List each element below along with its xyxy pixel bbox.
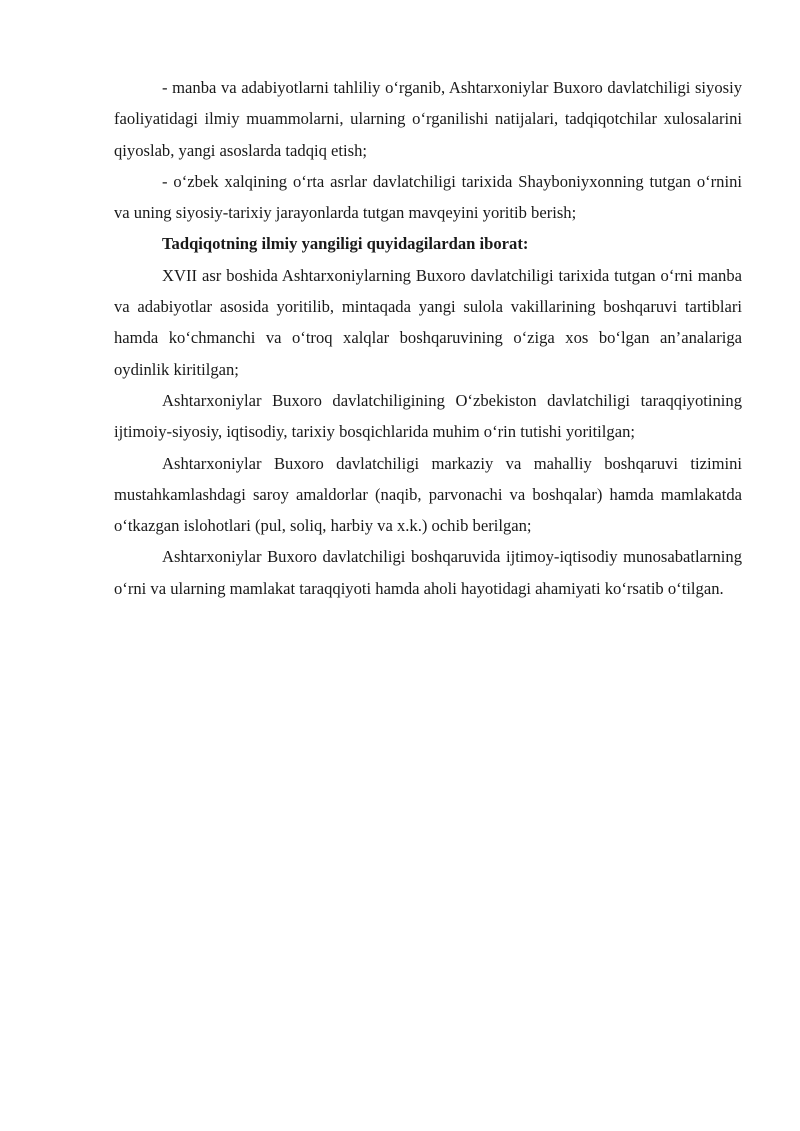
novelty-paragraph-2: Ashtarxoniylar Buxoro davlatchiligining O‘zbekiston davlatchiligi taraqqiyotining ijtimoiy-siyosiy, iqtisodiy, tarixiy bosqichlarida muhim o‘rin tutishi yoritilgan; xyxy=(114,390,742,442)
document-page xyxy=(114,72,742,604)
novelty-paragraph-4: Ashtarxoniylar Buxoro davlatchiligi boshqaruvida ijtimoy-iqtisodiy munosabatlarning o‘rni va ularning mamlakat taraqqiyoti hamda aholi hayotidagi ahamiyati ko‘rsatib o‘tilgan. xyxy=(114,547,742,598)
section-heading: Tadqiqotning ilmiy yangiligi quyidagilardan iborat: xyxy=(162,234,529,254)
task-paragraph-2: - o‘zbek xalqining o‘rta asrlar davlatchiligi tarixida Shayboniyxonning tutgan o‘rnini va uning siyosiy-tarixiy jarayonlarda tutgan mavqeyini yoritib berish; xyxy=(114,171,742,223)
novelty-paragraph-3: Ashtarxoniylar Buxoro davlatchiligi markaziy va mahalliy boshqaruvi tizimini mustahkamlashdagi saroy amaldorlar (naqib, parvonachi va boshqalar) hamda mamlakatda o‘tkazgan islohotlari (pul, soliq, harbiy va x.k.) ochib berilgan; xyxy=(114,453,742,536)
task-paragraph-1: - manba va adabiyotlarni tahliliy o‘rganib, Ashtarxoniylar Buxoro davlatchiligi siyosiy faoliyatidagi ilmiy muammolarni, ularning o‘rganilishi natijalari, tadqiqotchilar xulosalarini qiyoslab, yangi asoslarda tadqiq etish; xyxy=(114,78,742,160)
novelty-paragraph-1: XVII asr boshida Ashtarxoniylarning Buxoro davlatchiligi tarixida tutgan o‘rni manba va adabiyotlar asosida yoritilib, mintaqada yangi sulola vakillarining boshqaruvi tartiblari hamda ko‘chmanchi va o‘troq xalqlar boshqaruvining o‘ziga xos bo‘lgan an’analariga oydinlik kiritilgan; xyxy=(114,265,742,379)
